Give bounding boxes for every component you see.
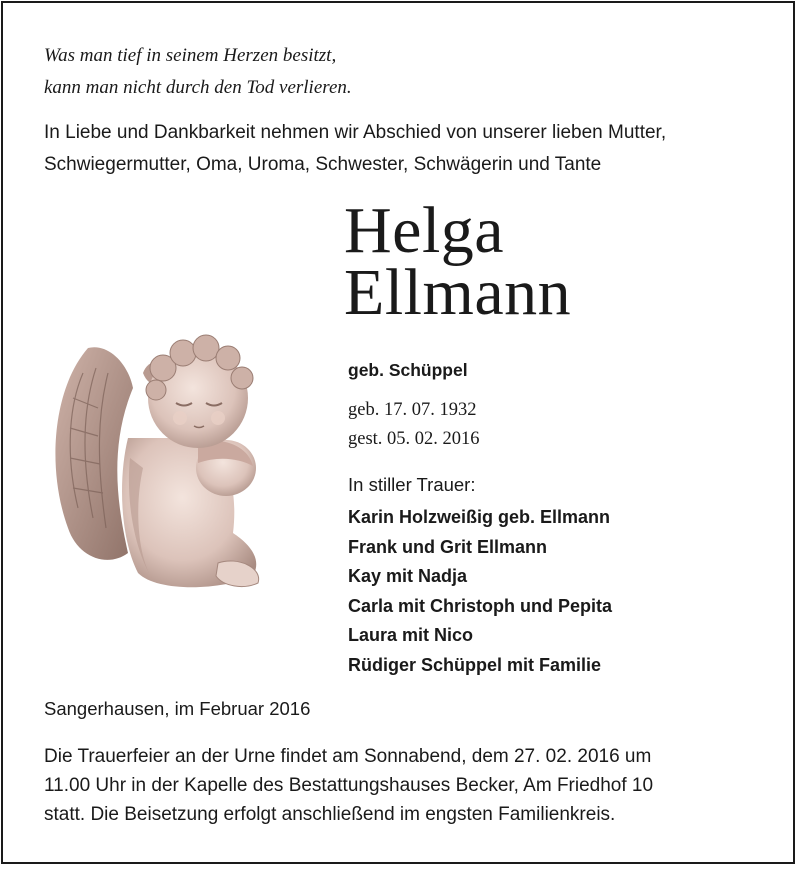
mourner-name: Laura mit Nico	[348, 625, 474, 645]
ceremony-line-1: Die Trauerfeier an der Urne findet am Sonnabend, dem 27. 02. 2016 um	[44, 746, 652, 767]
memorial-quote	[44, 40, 352, 104]
angel-figurine-image	[48, 318, 288, 608]
wing-shape	[55, 347, 133, 560]
place-date: Sangerhausen, im Februar 2016	[44, 698, 311, 719]
last-name: Ellmann	[344, 256, 572, 329]
mourner-name: Frank und Grit Ellmann	[348, 536, 548, 557]
birth-date: geb. 17. 07. 1932	[348, 400, 477, 420]
mourner-name: Kay mit Nadja	[348, 566, 468, 586]
mourner-name: Carla mit Christoph und Pepita	[348, 595, 613, 616]
mourner-name: Karin Holzweißig geb. Ellmann	[348, 507, 611, 527]
quote-line-1: Was man tief in seinem Herzen besitzt,	[44, 45, 337, 66]
intro-text	[44, 117, 666, 181]
first-name: Helga	[344, 194, 505, 267]
intro-line-2: Schwiegermutter, Oma, Uroma, Schwester, Schwägerin und Tante	[44, 154, 602, 175]
ceremony-line-2: 11.00 Uhr in der Kapelle des Bestattungshauses Becker, Am Friedhof 10	[44, 775, 654, 796]
deceased-name	[344, 194, 572, 329]
mourners-list	[348, 503, 612, 680]
maiden-name: geb. Schüppel	[348, 360, 468, 380]
intro-line-1: In Liebe und Dankbarkeit nehmen wir Abschied von unserer lieben Mutter,	[44, 122, 667, 143]
quote-line-2: kann man nicht durch den Tod verlieren.	[44, 77, 352, 98]
mourners-label: In stiller Trauer:	[348, 474, 476, 495]
ceremony-line-3: statt. Die Beisetzung erfolgt anschließend im engsten Familienkreis.	[44, 804, 616, 825]
life-dates	[348, 396, 480, 454]
death-date: gest. 05. 02. 2016	[348, 429, 480, 449]
mourner-name: Rüdiger Schüppel mit Familie	[348, 654, 602, 675]
ceremony-info	[44, 742, 653, 829]
